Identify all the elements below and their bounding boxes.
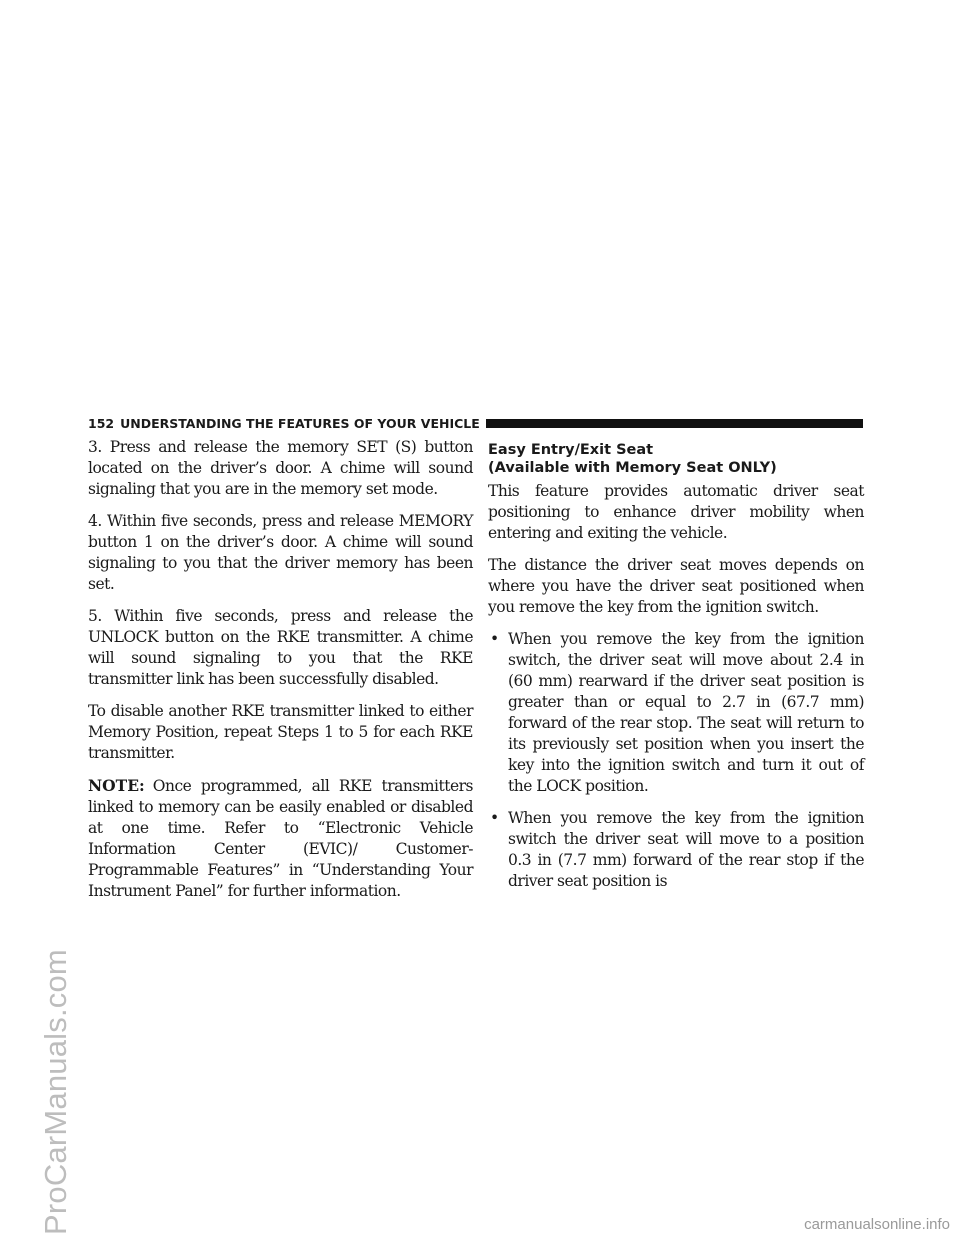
bullet-icon: •: [490, 630, 499, 648]
page-number: 152: [88, 415, 115, 431]
disable-another-paragraph: To disable another RKE transmitter linked to either Memory Position, repeat Steps 1 to 5 for each RKE transmitter.: [88, 702, 473, 762]
feature-description-paragraph: This feature provides automatic driver seat positioning to enhance driver mobility when entering and exiting the vehicle.: [488, 482, 864, 542]
bullet-icon: •: [490, 809, 499, 827]
step-3-paragraph: 3. Press and release the memory SET (S) button located on the driver’s door. A chime will sound signaling that you are in the memory set mode.: [88, 438, 473, 498]
step-4-paragraph: 4. Within five seconds, press and release MEMORY button 1 on the driver’s door. A chime will sound signaling to you that the driver memory has been set.: [88, 512, 473, 593]
section-heading-line-2: (Available with Memory Seat ONLY): [488, 460, 777, 476]
left-column: [88, 437, 473, 913]
page-header: [88, 415, 863, 431]
section-heading: [488, 441, 864, 477]
note-text: Once programmed, all RKE transmitters linked to memory can be easily enabled or disabled at one time. Refer to “Electronic Vehicle Information Center (EVIC)/ Customer-Programmable Features” in “Understanding Your Instrument Panel” for further information.: [88, 777, 473, 900]
list-item-text: When you remove the key from the ignition switch the driver seat will move to a position 0.3 in (7.7 mm) forward of the rear stop if the driver seat position is: [508, 809, 864, 890]
step-5-paragraph: 5. Within five seconds, press and release the UNLOCK button on the RKE transmitter. A chime will sound signaling to you that the RKE transmitter link has been successfully disabled.: [88, 607, 473, 688]
note-paragraph: [88, 775, 473, 902]
note-label: NOTE:: [88, 776, 145, 795]
header-rule: [486, 419, 863, 428]
bullet-list: [488, 629, 864, 892]
running-title: UNDERSTANDING THE FEATURES OF YOUR VEHICLE: [120, 415, 480, 431]
list-item: [488, 808, 864, 892]
list-item: [488, 629, 864, 797]
list-item-text: When you remove the key from the ignition switch, the driver seat will move about 2.4 in (60 mm) rearward if the driver seat position is greater than or equal to 2.7 in (67.7 mm) forward of the rear stop. The seat will return to its previously set position when you insert the key into the ignition switch and turn it out of the LOCK position.: [508, 630, 864, 795]
section-heading-line-1: Easy Entry/Exit Seat: [488, 442, 654, 458]
right-column: [488, 437, 864, 903]
seat-distance-paragraph: The distance the driver seat moves depends on where you have the driver seat positioned when you remove the key from the ignition switch.: [488, 556, 864, 616]
bottom-watermark: carmanualsonline.info: [804, 1216, 950, 1233]
side-watermark: ProCarManuals.com: [38, 949, 73, 1235]
